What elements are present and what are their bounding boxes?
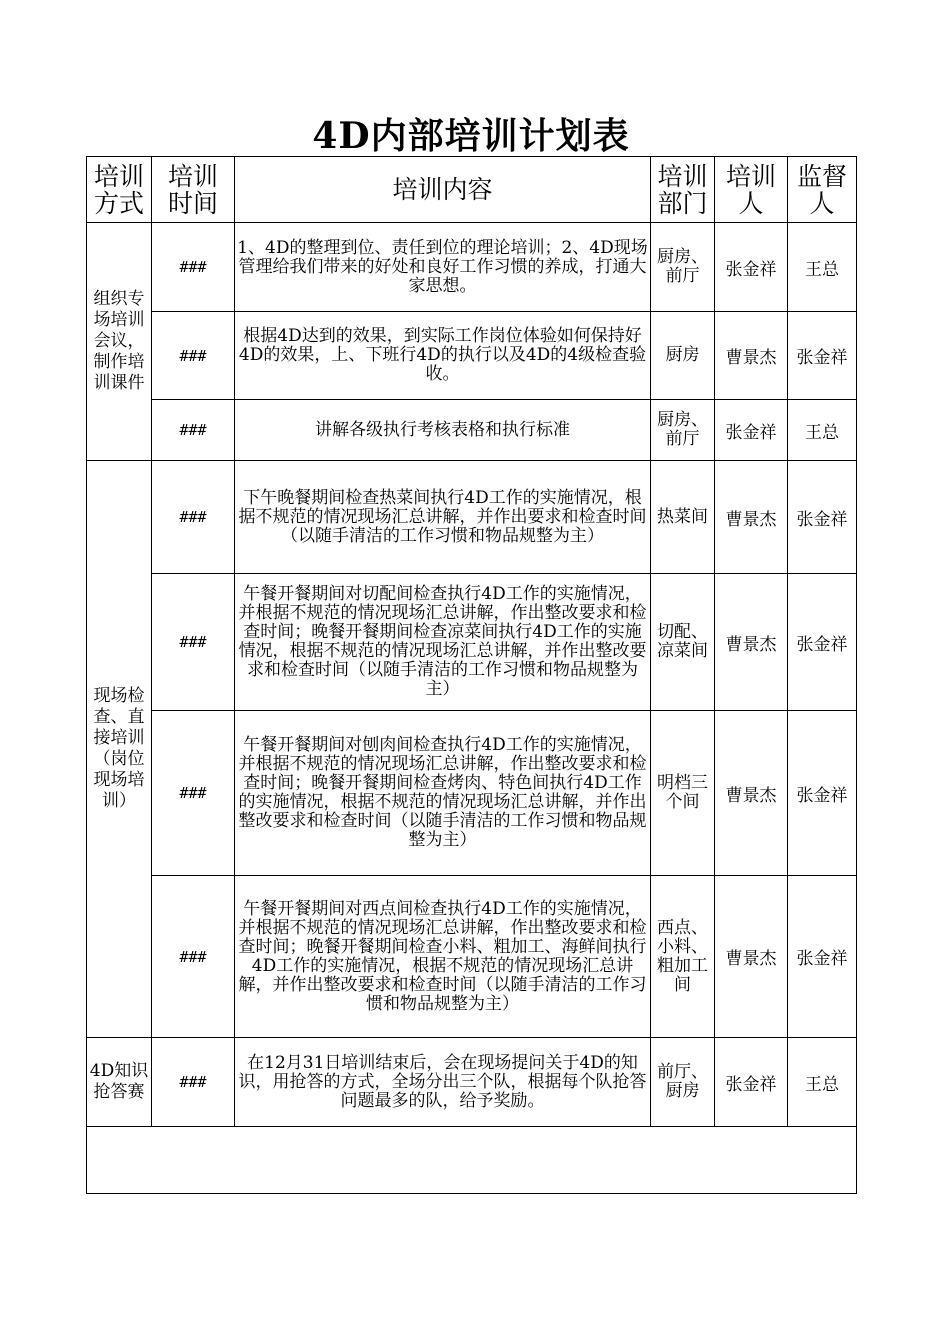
header-row bbox=[87, 157, 857, 223]
header-method: 培训方式 bbox=[87, 157, 152, 223]
time-cell: ### bbox=[152, 574, 235, 711]
table-row bbox=[87, 1038, 857, 1127]
supervisor-cell: 王总 bbox=[788, 223, 857, 312]
supervisor-cell: 张金祥 bbox=[788, 461, 857, 574]
dept-cell: 厨房 bbox=[651, 312, 715, 400]
supervisor-cell: 张金祥 bbox=[788, 711, 857, 876]
content-cell: 午餐开餐期间对切配间检查执行4D工作的实施情况，并根据不规范的情况现场汇总讲解，作出整改要求和检查时间；晚餐开餐期间检查凉菜间执行4D工作的实施情况，根据不规范的情况现场汇总讲解，并作出整改要求和检查时间（以随手清洁的工作习惯和物品规整为主） bbox=[235, 574, 651, 711]
dept-cell: 明档三个间 bbox=[651, 711, 715, 876]
trainer-cell: 张金祥 bbox=[715, 223, 788, 312]
method-cell: 4D知识抢答赛 bbox=[87, 1038, 152, 1127]
training-plan-table bbox=[86, 156, 857, 1194]
empty-row bbox=[87, 1127, 857, 1194]
content-cell: 1、4D的整理到位、责任到位的理论培训；2、4D现场管理给我们带来的好处和良好工作习惯的养成，打通大家思想。 bbox=[235, 223, 651, 312]
time-cell: ### bbox=[152, 312, 235, 400]
table-row bbox=[87, 312, 857, 400]
table-row bbox=[87, 876, 857, 1038]
time-cell: ### bbox=[152, 876, 235, 1038]
header-dept: 培训部门 bbox=[651, 157, 715, 223]
header-trainer: 培训人 bbox=[715, 157, 788, 223]
time-cell: ### bbox=[152, 461, 235, 574]
dept-cell: 厨房、前厅 bbox=[651, 400, 715, 461]
dept-cell: 厨房、前厅 bbox=[651, 223, 715, 312]
trainer-cell: 张金祥 bbox=[715, 400, 788, 461]
trainer-cell: 曹景杰 bbox=[715, 876, 788, 1038]
header-supervisor: 监督人 bbox=[788, 157, 857, 223]
dept-cell: 前厅、厨房 bbox=[651, 1038, 715, 1127]
time-cell: ### bbox=[152, 1038, 235, 1127]
empty-cell bbox=[87, 1127, 857, 1194]
table-row bbox=[87, 711, 857, 876]
page-title: 4D内部培训计划表 bbox=[312, 115, 630, 157]
dept-cell: 热菜间 bbox=[651, 461, 715, 574]
trainer-cell: 曹景杰 bbox=[715, 461, 788, 574]
supervisor-cell: 张金祥 bbox=[788, 574, 857, 711]
table-row bbox=[87, 574, 857, 711]
content-cell: 午餐开餐期间对西点间检查执行4D工作的实施情况，并根据不规范的情况现场汇总讲解，作出整改要求和检查时间；晚餐开餐期间检查小料、粗加工、海鲜间执行4D工作的实施情况，根据不规范的情况现场汇总讲解，并作出整改要求和检查时间（以随手清洁的工作习惯和物品规整为主） bbox=[235, 876, 651, 1038]
header-content: 培训内容 bbox=[235, 157, 651, 223]
trainer-cell: 张金祥 bbox=[715, 1038, 788, 1127]
content-cell: 下午晚餐期间检查热菜间执行4D工作的实施情况，根据不规范的情况现场汇总讲解，并作出要求和检查时间（以随手清洁的工作习惯和物品规整为主） bbox=[235, 461, 651, 574]
time-cell: ### bbox=[152, 711, 235, 876]
supervisor-cell: 王总 bbox=[788, 1038, 857, 1127]
content-cell: 午餐开餐期间对刨肉间检查执行4D工作的实施情况，并根据不规范的情况现场汇总讲解，作出整改要求和检查时间；晚餐开餐期间检查烤肉、特色间执行4D工作的实施情况，根据不规范的情况现场汇总讲解，并作出整改要求和检查时间（以随手清洁的工作习惯和物品规整为主） bbox=[235, 711, 651, 876]
method-cell: 现场检查、直接培训（岗位现场培训） bbox=[87, 461, 152, 1038]
content-cell: 根据4D达到的效果，到实际工作岗位体验如何保持好4D的效果，上、下班行4D的执行以及4D的4级检查验收。 bbox=[235, 312, 651, 400]
table-row bbox=[87, 400, 857, 461]
trainer-cell: 曹景杰 bbox=[715, 312, 788, 400]
method-cell: 组织专场培训会议，制作培训课件 bbox=[87, 223, 152, 461]
table-row bbox=[87, 223, 857, 312]
supervisor-cell: 王总 bbox=[788, 400, 857, 461]
time-cell: ### bbox=[152, 223, 235, 312]
supervisor-cell: 张金祥 bbox=[788, 312, 857, 400]
table-row bbox=[87, 461, 857, 574]
time-cell: ### bbox=[152, 400, 235, 461]
content-cell: 在12月31日培训结束后，会在现场提问关于4D的知识，用抢答的方式，全场分出三个队，根据每个队抢答问题最多的队，给予奖励。 bbox=[235, 1038, 651, 1127]
trainer-cell: 曹景杰 bbox=[715, 711, 788, 876]
dept-cell: 切配、凉菜间 bbox=[651, 574, 715, 711]
trainer-cell: 曹景杰 bbox=[715, 574, 788, 711]
header-time: 培训时间 bbox=[152, 157, 235, 223]
content-cell: 讲解各级执行考核表格和执行标准 bbox=[235, 400, 651, 461]
supervisor-cell: 张金祥 bbox=[788, 876, 857, 1038]
dept-cell: 西点、小料、粗加工间 bbox=[651, 876, 715, 1038]
